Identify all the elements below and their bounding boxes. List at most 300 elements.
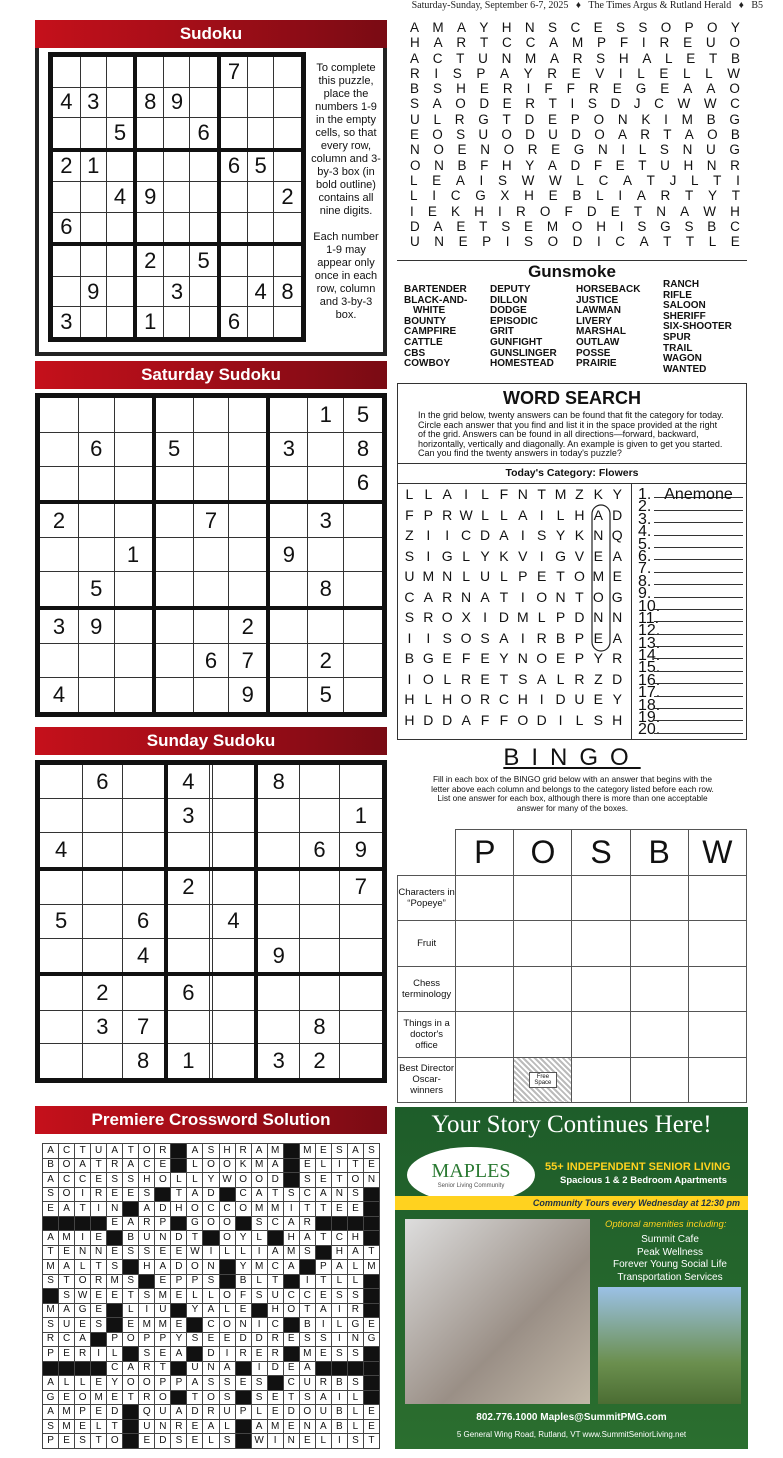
sudoku-cell[interactable]: [300, 974, 339, 1010]
sudoku-cell[interactable]: [106, 276, 135, 306]
sudoku-cell[interactable]: 3: [38, 608, 79, 644]
sudoku-cell[interactable]: 2: [83, 974, 122, 1010]
sudoku-cell[interactable]: [256, 904, 300, 938]
sudoku-cell[interactable]: [122, 799, 166, 833]
sudoku-cell[interactable]: [154, 608, 194, 644]
sudoku-cell[interactable]: [212, 763, 256, 799]
sudoku-cell[interactable]: 2: [274, 182, 304, 212]
crossword-cell: O: [107, 1434, 123, 1449]
sudoku-cell[interactable]: [300, 763, 339, 799]
sudoku-cell[interactable]: 4: [248, 276, 274, 306]
sudoku-cell[interactable]: [256, 974, 300, 1010]
sudoku-cell[interactable]: 6: [190, 118, 219, 150]
sudoku-cell[interactable]: [106, 150, 135, 182]
sudoku-cell[interactable]: [154, 466, 194, 502]
sudoku-cell[interactable]: 4: [38, 678, 79, 715]
sudoku-cell[interactable]: [51, 244, 81, 276]
crossword-cell: C: [203, 1318, 219, 1333]
sudoku-cell[interactable]: [38, 432, 79, 466]
sudoku-cell[interactable]: 1: [80, 150, 106, 182]
sudoku-cell[interactable]: 3: [164, 276, 190, 306]
sudoku-cell[interactable]: [248, 307, 274, 340]
sudoku-cell[interactable]: [51, 182, 81, 212]
sudoku-cell[interactable]: [83, 869, 122, 905]
bingo-cell[interactable]: [572, 1012, 630, 1058]
answer-line[interactable]: 4.: [638, 523, 743, 535]
sudoku-cell[interactable]: 6: [344, 466, 385, 502]
sudoku-cell[interactable]: [274, 118, 304, 150]
answer-line[interactable]: 19.: [638, 709, 743, 721]
sudoku-cell[interactable]: [106, 307, 135, 340]
sudoku-cell[interactable]: [154, 644, 194, 678]
bingo-cell[interactable]: [630, 875, 688, 921]
sudoku-cell[interactable]: [256, 799, 300, 833]
sudoku-cell[interactable]: [135, 276, 164, 306]
sudoku-cell[interactable]: [268, 608, 308, 644]
crossword-cell: U: [219, 1405, 235, 1420]
bingo-cell[interactable]: [688, 1012, 746, 1058]
sudoku-cell[interactable]: [114, 466, 154, 502]
sudoku-cell[interactable]: [212, 869, 256, 905]
sudoku-cell[interactable]: 8: [300, 1010, 339, 1044]
sudoku-cell[interactable]: [274, 307, 304, 340]
answer-line[interactable]: 8.: [638, 573, 743, 585]
sunday-sudoku-grid[interactable]: [35, 760, 387, 1083]
sudoku-cell[interactable]: 8: [135, 87, 164, 117]
sudoku-cell[interactable]: [80, 182, 106, 212]
sudoku-cell[interactable]: [219, 182, 248, 212]
sudoku-cell[interactable]: [164, 150, 190, 182]
sudoku-cell[interactable]: [256, 833, 300, 869]
answer-line[interactable]: 13.: [638, 635, 743, 647]
sudoku-cell[interactable]: 9: [339, 833, 384, 869]
sudoku-cell[interactable]: [166, 833, 210, 869]
sudoku-cell[interactable]: [219, 212, 248, 244]
sudoku-cell[interactable]: [193, 678, 229, 715]
sudoku-cell[interactable]: 4: [106, 182, 135, 212]
sudoku-cell[interactable]: [274, 150, 304, 182]
sudoku-cell[interactable]: [339, 974, 384, 1010]
sudoku-cell[interactable]: [51, 276, 81, 306]
sudoku-cell[interactable]: [274, 244, 304, 276]
sudoku-cell[interactable]: 1: [135, 307, 164, 340]
sudoku-cell[interactable]: [154, 572, 194, 608]
sudoku-cell[interactable]: [80, 212, 106, 244]
sudoku-cell[interactable]: [38, 644, 79, 678]
sudoku-cell[interactable]: [190, 150, 219, 182]
sudoku-cell[interactable]: [212, 799, 256, 833]
sudoku-cell[interactable]: [114, 432, 154, 466]
sudoku-cell[interactable]: [38, 869, 83, 905]
sudoku-cell[interactable]: 6: [51, 212, 81, 244]
sudoku-cell[interactable]: [274, 87, 304, 117]
sudoku-cell[interactable]: 5: [154, 432, 194, 466]
sudoku-cell[interactable]: [78, 502, 114, 538]
sudoku-cell[interactable]: 2: [38, 502, 79, 538]
sudoku-cell[interactable]: 3: [51, 307, 81, 340]
sudoku-cell[interactable]: [308, 432, 344, 466]
sudoku-cell[interactable]: [268, 502, 308, 538]
sudoku-cell[interactable]: [38, 799, 83, 833]
sudoku-cell[interactable]: [80, 118, 106, 150]
sudoku-cell[interactable]: [154, 538, 194, 572]
sudoku-cell[interactable]: [256, 869, 300, 905]
sudoku-cell[interactable]: [38, 1010, 83, 1044]
answer-line[interactable]: 1. Anemone: [638, 486, 743, 498]
sudoku-cell[interactable]: [248, 55, 274, 88]
sudoku-cell[interactable]: 8: [274, 276, 304, 306]
sudoku-cell[interactable]: [154, 678, 194, 715]
sudoku-cell[interactable]: 2: [135, 244, 164, 276]
sudoku-cell[interactable]: [78, 678, 114, 715]
sudoku-cell[interactable]: [106, 244, 135, 276]
bingo-cell[interactable]: [456, 966, 514, 1012]
sudoku-cell[interactable]: [229, 396, 269, 433]
sudoku-cell[interactable]: [274, 212, 304, 244]
sudoku-cell[interactable]: [248, 244, 274, 276]
answer-line[interactable]: 20.: [638, 721, 743, 733]
sudoku-cell[interactable]: [78, 538, 114, 572]
sudoku-cell[interactable]: [193, 608, 229, 644]
sudoku-cell[interactable]: [78, 466, 114, 502]
sudoku-cell[interactable]: [268, 466, 308, 502]
sudoku-cell[interactable]: [344, 538, 385, 572]
sudoku-cell[interactable]: 3: [308, 502, 344, 538]
answer-line[interactable]: 5.: [638, 536, 743, 548]
sudoku-cell[interactable]: 8: [344, 432, 385, 466]
sudoku-cell[interactable]: [229, 502, 269, 538]
crossword-cell: R: [91, 1187, 107, 1202]
bingo-cell[interactable]: [514, 966, 572, 1012]
sudoku-cell[interactable]: [248, 182, 274, 212]
sudoku-cell[interactable]: [300, 799, 339, 833]
sudoku-cell[interactable]: 7: [122, 1010, 166, 1044]
crossword-cell: T: [267, 1274, 283, 1289]
sudoku-cell[interactable]: 1: [166, 1044, 210, 1081]
sudoku-cell[interactable]: 6: [219, 150, 248, 182]
sudoku-cell[interactable]: [212, 938, 256, 974]
sudoku-cell[interactable]: [122, 763, 166, 799]
answer-line[interactable]: 3.: [638, 511, 743, 523]
sudoku-cell[interactable]: [135, 150, 164, 182]
sudoku-cell[interactable]: 6: [78, 432, 114, 466]
sudoku-cell[interactable]: [190, 307, 219, 340]
sudoku-cell[interactable]: 9: [229, 678, 269, 715]
sudoku-cell[interactable]: [190, 212, 219, 244]
sudoku-cell[interactable]: 6: [166, 974, 210, 1010]
bingo-cell[interactable]: [688, 921, 746, 967]
sudoku-cell[interactable]: [190, 182, 219, 212]
sudoku-cell[interactable]: 5: [308, 678, 344, 715]
sudoku-cell[interactable]: [339, 904, 384, 938]
sudoku-cell[interactable]: [122, 833, 166, 869]
sudoku-cell[interactable]: 4: [122, 938, 166, 974]
sudoku-cell[interactable]: 8: [122, 1044, 166, 1081]
answer-line[interactable]: 11.: [638, 610, 743, 622]
sudoku-cell[interactable]: [300, 938, 339, 974]
sudoku-cell[interactable]: 1: [308, 396, 344, 433]
sudoku-cell[interactable]: [164, 118, 190, 150]
sudoku-cell[interactable]: [212, 833, 256, 869]
answer-line[interactable]: 2.: [638, 498, 743, 510]
sudoku-cell[interactable]: [83, 904, 122, 938]
sudoku-cell[interactable]: [38, 974, 83, 1010]
bingo-cell[interactable]: [688, 1057, 746, 1103]
sudoku-cell[interactable]: [300, 869, 339, 905]
sudoku-cell[interactable]: [256, 1010, 300, 1044]
sudoku-cell[interactable]: [164, 307, 190, 340]
sudoku-cell[interactable]: [51, 118, 81, 150]
sudoku-cell[interactable]: [83, 799, 122, 833]
bingo-cell[interactable]: [456, 1012, 514, 1058]
sudoku-cell[interactable]: [248, 212, 274, 244]
sudoku-cell[interactable]: 5: [78, 572, 114, 608]
sudoku-cell[interactable]: 7: [229, 644, 269, 678]
ad-contact[interactable]: 802.776.1000 Maples@SummitPMG.com: [476, 1412, 667, 1423]
sudoku-cell[interactable]: [219, 244, 248, 276]
sudoku-cell[interactable]: [212, 1010, 256, 1044]
sudoku-cell[interactable]: 6: [219, 307, 248, 340]
answer-line[interactable]: 17.: [638, 684, 743, 696]
sudoku-cell[interactable]: 6: [83, 763, 122, 799]
sudoku-cell[interactable]: 3: [256, 1044, 300, 1081]
sudoku-cell[interactable]: [114, 396, 154, 433]
sudoku-cell[interactable]: 4: [212, 904, 256, 938]
sudoku-cell[interactable]: [219, 118, 248, 150]
sudoku-cell[interactable]: [106, 212, 135, 244]
crossword-cell: [171, 1390, 187, 1405]
sudoku-cell[interactable]: 9: [78, 608, 114, 644]
sudoku-cell[interactable]: 4: [166, 763, 210, 799]
sudoku-cell[interactable]: 3: [166, 799, 210, 833]
sudoku-cell[interactable]: [339, 763, 384, 799]
bingo-cell[interactable]: [630, 1012, 688, 1058]
sudoku-cell[interactable]: [344, 608, 385, 644]
sudoku-cell[interactable]: [193, 432, 229, 466]
sudoku-cell[interactable]: [114, 572, 154, 608]
sudoku-cell[interactable]: 9: [256, 938, 300, 974]
sudoku-cell[interactable]: [193, 572, 229, 608]
answer-line[interactable]: 10.: [638, 598, 743, 610]
sudoku-cell[interactable]: [106, 55, 135, 88]
sudoku-cell[interactable]: [38, 396, 79, 433]
sudoku-cell[interactable]: 1: [114, 538, 154, 572]
sudoku-cell[interactable]: [154, 396, 194, 433]
sudoku-cell[interactable]: 7: [219, 55, 248, 88]
answer-line[interactable]: 12.: [638, 622, 743, 634]
sudoku-cell[interactable]: [38, 538, 79, 572]
sudoku-cell[interactable]: 3: [268, 432, 308, 466]
sudoku-cell[interactable]: [122, 974, 166, 1010]
sudoku-cell[interactable]: 8: [308, 572, 344, 608]
bingo-cell[interactable]: [630, 1057, 688, 1103]
sudoku-cell[interactable]: 8: [256, 763, 300, 799]
sudoku-cell[interactable]: [212, 974, 256, 1010]
sudoku-cell[interactable]: 3: [83, 1010, 122, 1044]
answer-line[interactable]: 7.: [638, 560, 743, 572]
sudoku-cell[interactable]: [51, 55, 81, 88]
sudoku-cell[interactable]: [122, 869, 166, 905]
sudoku-cell[interactable]: [308, 608, 344, 644]
sudoku-cell[interactable]: 2: [166, 869, 210, 905]
sudoku-cell[interactable]: [114, 644, 154, 678]
sudoku-cell[interactable]: 4: [51, 87, 81, 117]
sudoku-cell[interactable]: 1: [339, 799, 384, 833]
bingo-cell[interactable]: [456, 921, 514, 967]
sudoku-cell[interactable]: [114, 678, 154, 715]
answer-line[interactable]: 15.: [638, 659, 743, 671]
bingo-cell[interactable]: [630, 921, 688, 967]
answer-line[interactable]: 9.: [638, 585, 743, 597]
bingo-cell[interactable]: [572, 966, 630, 1012]
sudoku-cell[interactable]: 2: [51, 150, 81, 182]
sudoku-cell[interactable]: [229, 572, 269, 608]
sudoku-cell[interactable]: 4: [38, 833, 83, 869]
crossword-cell: [107, 1231, 123, 1246]
bingo-cell[interactable]: [514, 921, 572, 967]
answer-line[interactable]: 16.: [638, 672, 743, 684]
sudoku-cell[interactable]: 9: [80, 276, 106, 306]
sudoku-cell[interactable]: 5: [190, 244, 219, 276]
bingo-cell[interactable]: [514, 1057, 572, 1103]
sudoku-cell[interactable]: [268, 572, 308, 608]
sudoku-cell[interactable]: 5: [106, 118, 135, 150]
sudoku-cell[interactable]: 2: [300, 1044, 339, 1081]
sudoku-cell[interactable]: [106, 87, 135, 117]
sudoku-cell[interactable]: [164, 55, 190, 88]
sudoku-cell[interactable]: [78, 396, 114, 433]
sudoku-cell[interactable]: 2: [308, 644, 344, 678]
maples-advertisement[interactable]: [395, 1107, 748, 1449]
crossword-cell: I: [331, 1303, 347, 1318]
sudoku-cell[interactable]: [190, 276, 219, 306]
sudoku-cell[interactable]: [339, 938, 384, 974]
answer-line[interactable]: 14.: [638, 647, 743, 659]
sudoku-grid[interactable]: [48, 52, 306, 342]
sudoku-cell[interactable]: [80, 244, 106, 276]
sudoku-cell[interactable]: 7: [339, 869, 384, 905]
sudoku-cell[interactable]: [344, 644, 385, 678]
sudoku-cell[interactable]: [248, 87, 274, 117]
sudoku-cell[interactable]: [135, 55, 164, 88]
sudoku-cell[interactable]: [114, 502, 154, 538]
sudoku-cell[interactable]: [164, 244, 190, 276]
word-list-item: LAWMAN: [576, 305, 621, 317]
sudoku-cell[interactable]: 7: [193, 502, 229, 538]
sudoku-cell[interactable]: 9: [268, 538, 308, 572]
bingo-cell[interactable]: [514, 875, 572, 921]
sudoku-cell[interactable]: [166, 1010, 210, 1044]
sudoku-cell[interactable]: 5: [38, 904, 83, 938]
sudoku-cell[interactable]: [274, 55, 304, 88]
sudoku-cell[interactable]: [219, 87, 248, 117]
gunsmoke-letter-grid[interactable]: [410, 20, 740, 249]
sudoku-cell[interactable]: [38, 572, 79, 608]
sudoku-cell[interactable]: [344, 502, 385, 538]
answer-line[interactable]: 18.: [638, 697, 743, 709]
sudoku-cell[interactable]: [212, 1044, 256, 1081]
sudoku-cell[interactable]: 9: [135, 182, 164, 212]
sudoku-cell[interactable]: [190, 87, 219, 117]
bingo-cell[interactable]: [514, 1012, 572, 1058]
sudoku-cell[interactable]: [193, 466, 229, 502]
sudoku-cell[interactable]: [83, 833, 122, 869]
sudoku-cell[interactable]: 6: [300, 833, 339, 869]
sudoku-cell[interactable]: [164, 212, 190, 244]
sudoku-cell[interactable]: [154, 502, 194, 538]
sudoku-cell[interactable]: [268, 678, 308, 715]
sudoku-cell[interactable]: 5: [248, 150, 274, 182]
sudoku-cell[interactable]: [80, 55, 106, 88]
crossword-cell: L: [91, 1419, 107, 1434]
sudoku-cell[interactable]: [193, 538, 229, 572]
bingo-cell[interactable]: [456, 875, 514, 921]
bingo-cell[interactable]: [572, 875, 630, 921]
bingo-cell[interactable]: [572, 1057, 630, 1103]
sudoku-cell[interactable]: [135, 212, 164, 244]
sudoku-cell[interactable]: [83, 1044, 122, 1081]
sudoku-cell[interactable]: [219, 276, 248, 306]
sudoku-cell[interactable]: [344, 572, 385, 608]
sudoku-cell[interactable]: [229, 538, 269, 572]
sudoku-cell[interactable]: 3: [80, 87, 106, 117]
sudoku-cell[interactable]: [166, 938, 210, 974]
sudoku-cell[interactable]: [248, 118, 274, 150]
bingo-cell[interactable]: [688, 875, 746, 921]
sudoku-cell[interactable]: [164, 182, 190, 212]
sudoku-cell[interactable]: [300, 904, 339, 938]
sudoku-cell[interactable]: [344, 678, 385, 715]
sudoku-cell[interactable]: 6: [122, 904, 166, 938]
sudoku-cell[interactable]: [80, 307, 106, 340]
sudoku-cell[interactable]: 9: [164, 87, 190, 117]
crossword-cell: E: [139, 1434, 155, 1449]
sudoku-cell[interactable]: 2: [229, 608, 269, 644]
sudoku-cell[interactable]: [229, 432, 269, 466]
saturday-sudoku-grid[interactable]: [35, 393, 387, 717]
sudoku-cell[interactable]: [308, 466, 344, 502]
bingo-cell[interactable]: [630, 966, 688, 1012]
sudoku-cell[interactable]: [38, 1044, 83, 1081]
sudoku-cell[interactable]: [339, 1010, 384, 1044]
sudoku-cell[interactable]: [229, 466, 269, 502]
sudoku-cell[interactable]: [268, 396, 308, 433]
bingo-cell[interactable]: [456, 1057, 514, 1103]
bingo-cell[interactable]: [688, 966, 746, 1012]
sudoku-cell[interactable]: 5: [344, 396, 385, 433]
sudoku-cell[interactable]: [135, 118, 164, 150]
sudoku-cell[interactable]: [190, 55, 219, 88]
sudoku-cell[interactable]: [308, 538, 344, 572]
bingo-grid[interactable]: [397, 829, 747, 1103]
sudoku-cell[interactable]: [339, 1044, 384, 1081]
crossword-cell: [363, 1187, 379, 1202]
sudoku-cell[interactable]: [38, 763, 83, 799]
sudoku-cell[interactable]: [166, 904, 210, 938]
bingo-cell[interactable]: [572, 921, 630, 967]
crossword-cell: F: [235, 1289, 251, 1304]
sudoku-cell[interactable]: [268, 644, 308, 678]
crossword-cell: W: [187, 1245, 203, 1260]
sudoku-cell[interactable]: 6: [193, 644, 229, 678]
sudoku-cell[interactable]: [38, 466, 79, 502]
answer-line[interactable]: 6.: [638, 548, 743, 560]
sudoku-cell[interactable]: [83, 938, 122, 974]
sudoku-cell[interactable]: [114, 608, 154, 644]
sudoku-cell[interactable]: [38, 938, 83, 974]
sudoku-cell[interactable]: [193, 396, 229, 433]
sudoku-cell[interactable]: [78, 644, 114, 678]
